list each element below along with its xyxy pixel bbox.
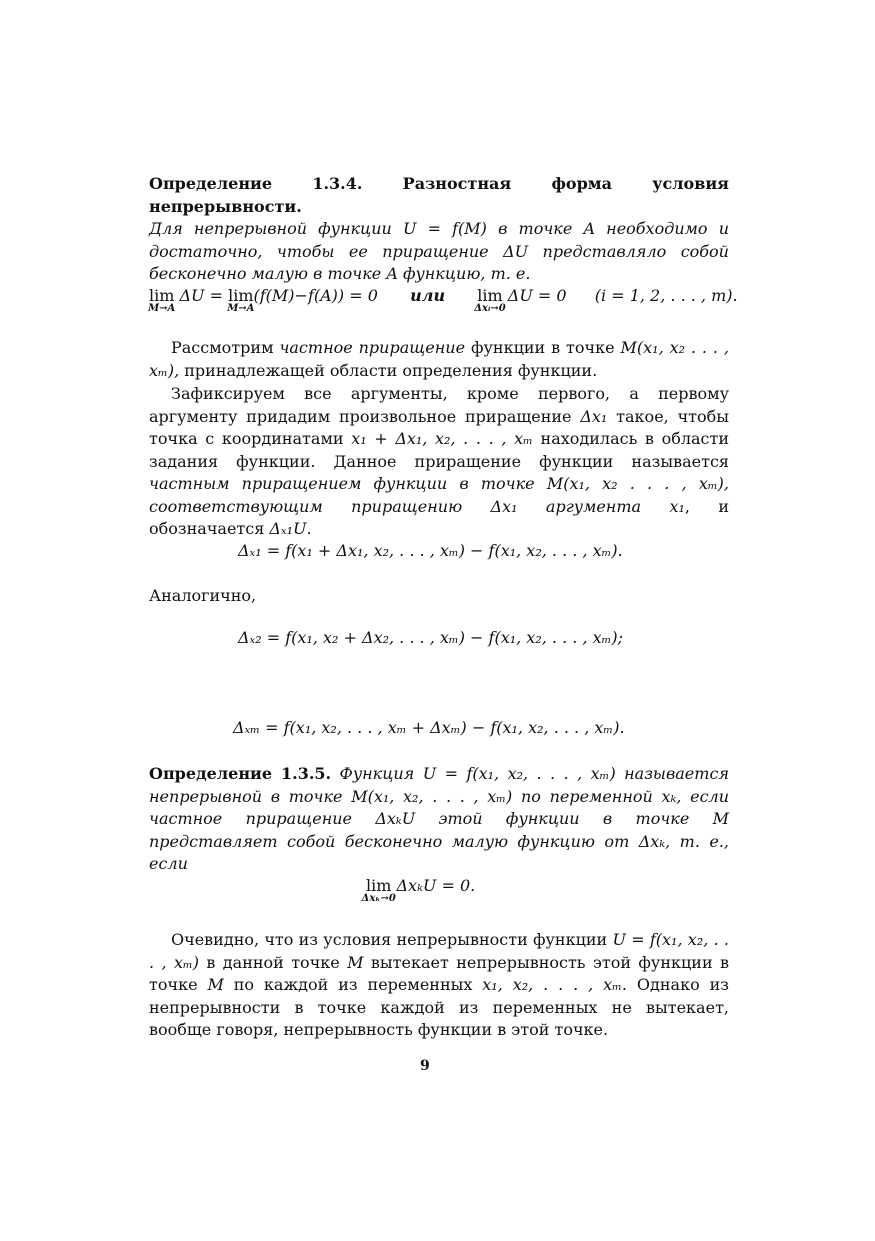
page-number: 9: [420, 1058, 430, 1074]
paragraph-conclusion: Очевидно, что из условия непрерывности функции U = f(x₁, x₂, . . . , xₘ) в данной точке M вытекает непрерывность этой функции в точке M по каждой из переменных x₁, x₂, . . . , xₘ. Однако из непрерывности в точке каждой из переменных не вытекает, вообще говоря, непрерывность функции в этой точке.: [149, 930, 730, 1039]
definition-title: Определение 1.3.5.: [149, 764, 332, 783]
limit-operator: lim Δxₖ→0: [361, 876, 396, 904]
paragraph-fix-arguments: Зафиксируем все аргументы, кроме первого, а первому аргументу придадим произвольное приращение Δx₁ такое, чтобы точка с координатами x₁ + Δx₁, x₂, . . . , xₘ находилась в области задания функции. Данное приращение функции называется частным приращением функции в точке M(x₁, x₂ . . . , xₘ), соответствующим приращению Δx₁ аргумента x₁, и обозначается Δₓ₁U.: [149, 384, 730, 538]
equation-limit-continuity: lim M→A ΔU = lim M→A (f(M)−f(A)) = 0 или lim Δxᵢ→0 ΔU = 0 (i = 1, 2, . . . , m).: [148, 286, 738, 314]
definition-title: Определение 1.3.4. Разностная форма условия непрерывности.: [149, 174, 729, 216]
equation-partial-x2: Δₓ₂ = f(x₁, x₂ + Δx₂, . . . , xₘ) − f(x₁, x₂, . . . , xₘ);: [238, 628, 624, 647]
limit-operator: lim M→A: [227, 286, 255, 314]
equation-partial-x1: Δₓ₁ = f(x₁ + Δx₁, x₂, . . . , xₘ) − f(x₁, x₂, . . . , xₘ).: [238, 541, 623, 560]
limit-operator: lim M→A: [148, 286, 176, 314]
limit-operator: lim Δxᵢ→0: [474, 286, 506, 314]
equation-partial-limit: lim Δxₖ→0 ΔxₖU = 0.: [361, 876, 476, 904]
definition-text: Функция U = f(x₁, x₂, . . . , xₘ) называется непрерывной в точке M(x₁, x₂, . . . , xₘ) по переменной xₖ, если частное приращение ΔxₖU этой функции в точке M представляет собой бесконечно малую функцию от Δxₖ, т. е., если: [149, 764, 730, 873]
or-word: или: [410, 286, 446, 305]
definition-1-3-5: [149, 763, 729, 876]
paragraph-partial-increment: Рассмотрим частное приращение функции в точке M(x₁, x₂ . . . , xₘ), принадлежащей области определения функции.: [149, 338, 730, 380]
definition-1-3-4: [149, 173, 729, 286]
definition-text: Для непрерывной функции U = f(M) в точке A необходимо и достаточно, чтобы ее приращение ΔU представляло собой бесконечно малую в точке A функцию, т. е.: [149, 219, 730, 283]
equation-partial-xm: Δₓₘ = f(x₁, x₂, . . . , xₘ + Δxₘ) − f(x₁, x₂, . . . , xₘ).: [233, 718, 625, 737]
similarly-text: Аналогично,: [149, 586, 257, 605]
index-range: (i = 1, 2, . . . , m).: [594, 286, 738, 305]
